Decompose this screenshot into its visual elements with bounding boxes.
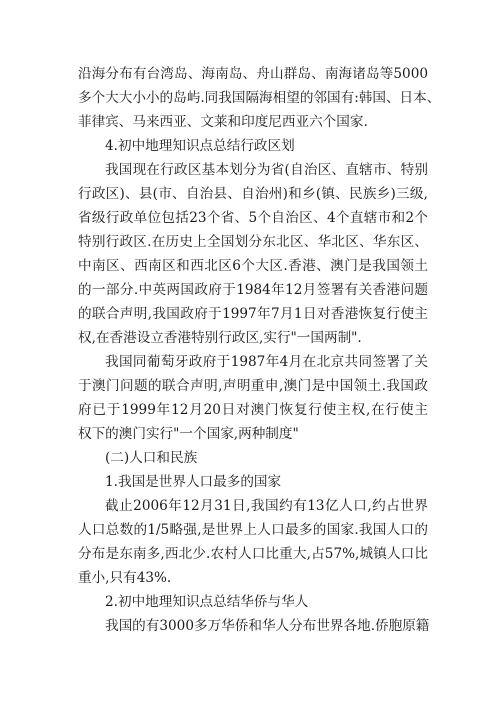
- paragraph-macau: [78, 350, 428, 446]
- paragraph-islands-neighbors: [78, 62, 441, 134]
- subsection-heading-overseas-chinese: 2.初中地理知识点总结华侨与华人: [105, 594, 309, 610]
- text-line: 的一部分.中英两国政府于1984年12月签署有关香港问题: [78, 282, 428, 298]
- text-line: 菲律宾、马来西亚、文莱和印度尼西亚六个国家.: [78, 114, 368, 130]
- text-line: 中南区、西南区和西北区6个大区.香港、澳门是我国领土: [78, 258, 428, 274]
- text-line: 于澳门问题的联合声明,声明重申,澳门是中国领土.我国政: [78, 378, 428, 394]
- text-line: 省级行政单位包括23个省、5个自治区、4个直辖市和2个: [78, 210, 428, 226]
- text-line: 截止2006年12月31日,我国约有13亿人口,约占世界: [105, 498, 428, 514]
- text-line: 的联合声明,我国政府于1997年7月1日对香港恢复行使主: [78, 306, 428, 322]
- text-line: 权,在香港设立香港特别行政区,实行"一国两制".: [78, 330, 362, 346]
- text-line: 特别行政区.在历史上全国划分东北区、华北区、华东区、: [78, 234, 428, 250]
- section-heading-administrative-divisions: 4.初中地理知识点总结行政区划: [105, 138, 295, 154]
- text-line: 重小,只有43%.: [78, 570, 172, 586]
- text-line: 我国现在行政区基本划分为省(自治区、直辖市、特别: [105, 162, 428, 178]
- text-line: 分布是东南多,西北少.农村人口比重大,占57%,城镇人口比: [78, 546, 428, 562]
- paragraph-overseas-chinese: [78, 614, 428, 638]
- text-line: 人口总数的1/5略强,是世界上人口最多的国家.我国人口的: [78, 522, 428, 538]
- paragraph-administrative-divisions: [78, 158, 428, 350]
- paragraph-population: [78, 494, 428, 590]
- text-line: 多个大大小小的岛屿.同我国隔海相望的邻国有:韩国、日本、: [78, 90, 441, 106]
- text-line: 沿海分布有台湾岛、海南岛、舟山群岛、南海诸岛等5000: [78, 66, 428, 82]
- text-line: 我国同葡萄牙政府于1987年4月在北京共同签署了关: [105, 354, 428, 370]
- document-page: [78, 62, 441, 638]
- section-heading-population-ethnicity: (二)人口和民族: [105, 450, 198, 466]
- text-line: 行政区)、县(市、自治县、自治州)和乡(镇、民族乡)三级,: [78, 186, 428, 202]
- text-line: 府已于1999年12月20日对澳门恢复行使主权,在行使主: [78, 402, 428, 418]
- subsection-heading-largest-population: 1.我国是世界人口最多的国家: [105, 474, 282, 490]
- text-line: 权下的澳门实行"一个国家,两种制度": [78, 426, 299, 442]
- text-line: 我国的有3000多万华侨和华人分布世界各地.侨胞原籍: [105, 618, 430, 634]
